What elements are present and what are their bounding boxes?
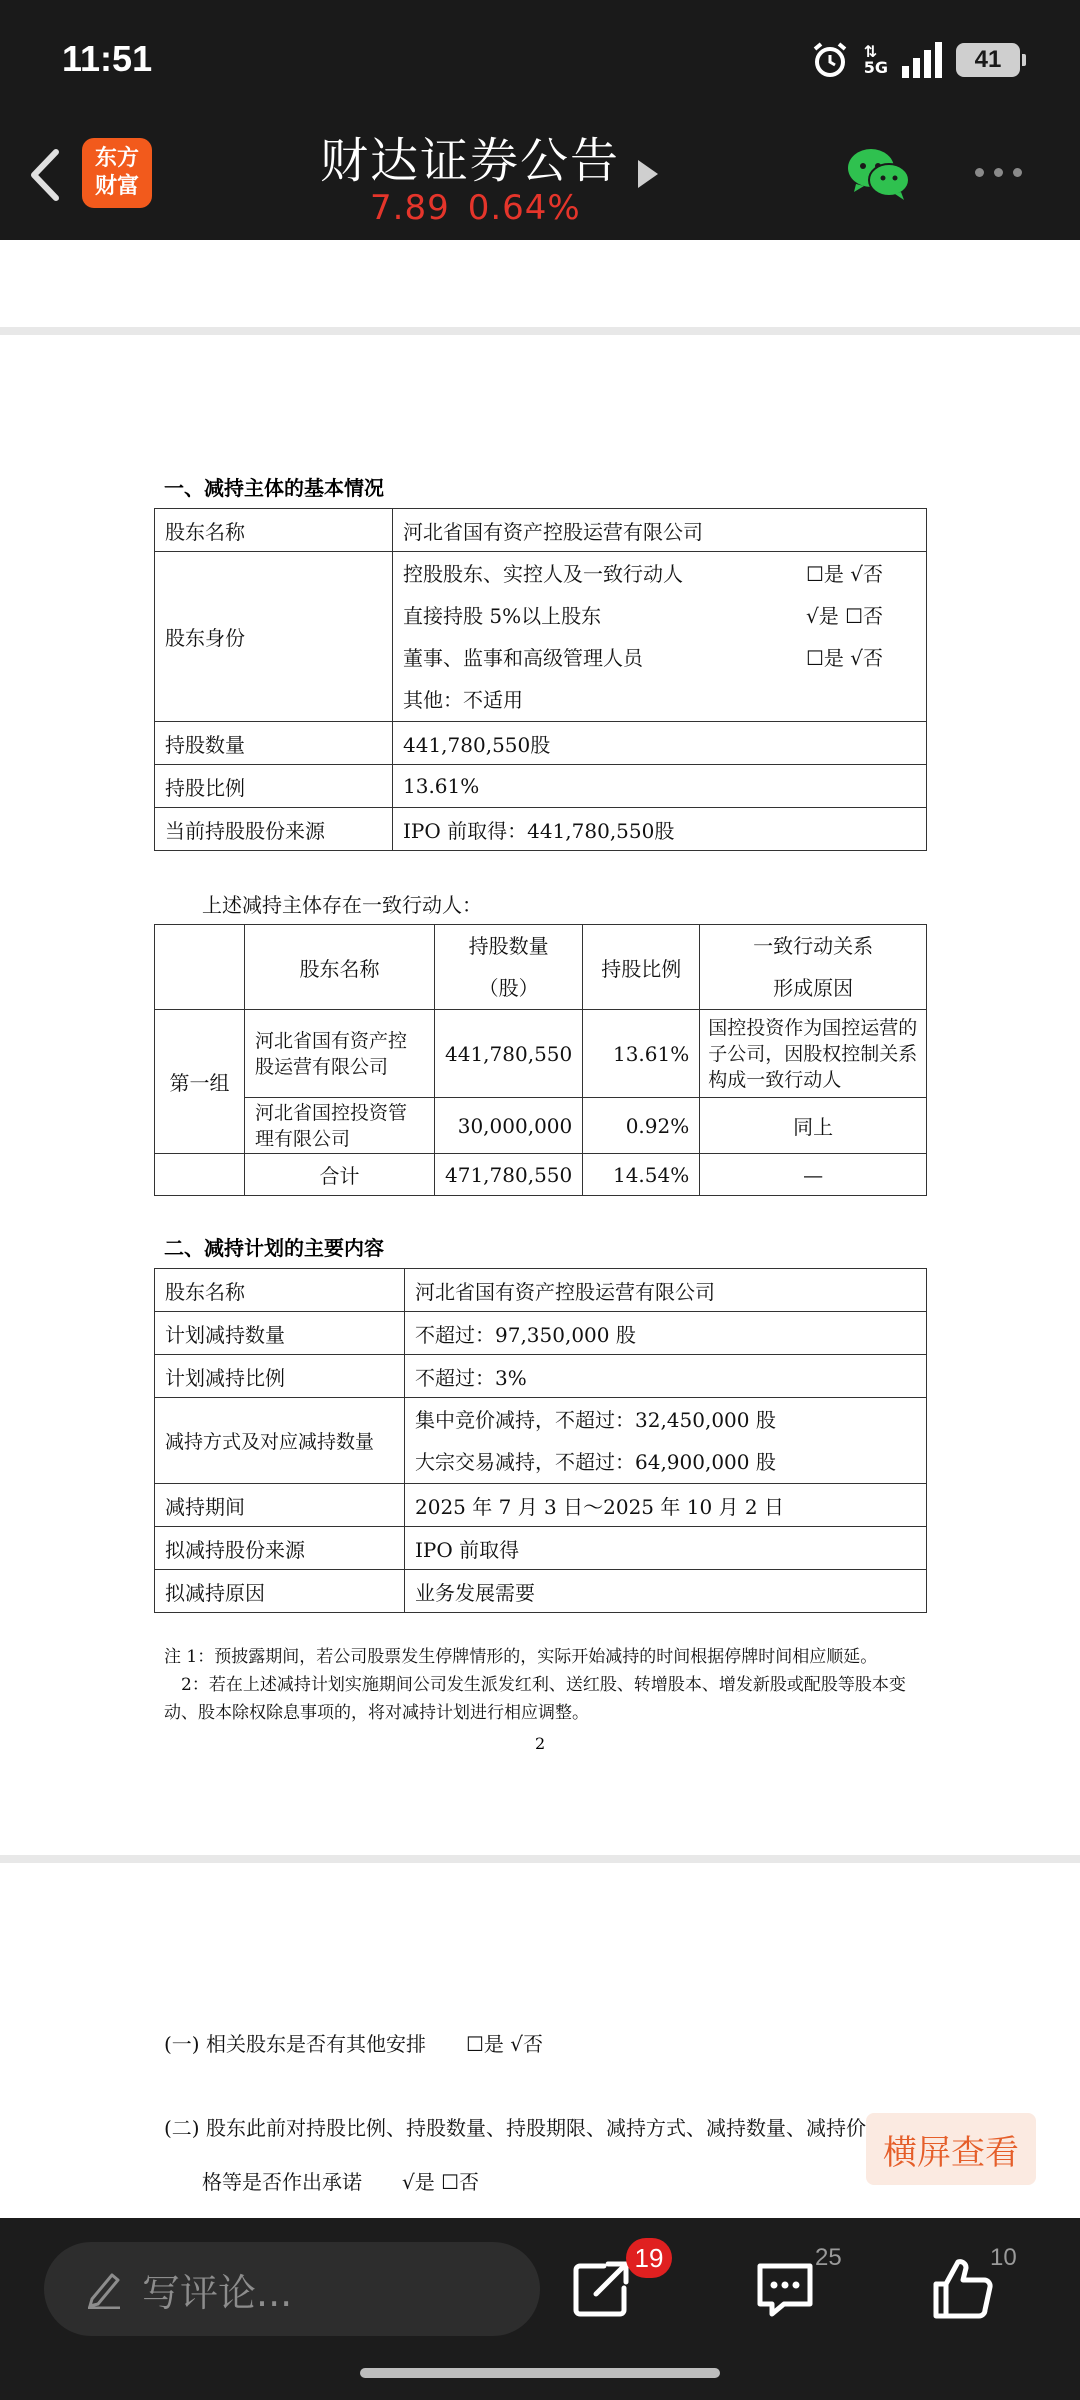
table-cell: 河北省国有资产控股运营有限公司 xyxy=(405,1269,927,1312)
identity-row: 其他：不适用 xyxy=(403,687,523,712)
shareholder-info-table xyxy=(154,508,927,851)
table-cell: 13.61% xyxy=(393,765,927,808)
table-cell: 河北省国控投资管理有限公司 xyxy=(245,1098,435,1154)
table-cell: 业务发展需要 xyxy=(405,1570,927,1613)
table-cell: 不超过：97,350,000 股 xyxy=(405,1312,927,1355)
comment-input[interactable]: 写评论... xyxy=(44,2242,540,2336)
footnote-1: 注 1：预披露期间，若公司股票发生停牌情形的，实际开始减持的时间根据停牌时间相应顺延。 xyxy=(164,1647,878,1667)
like-count: 10 xyxy=(990,2244,1017,2271)
group-cell: 第一组 xyxy=(155,1010,245,1154)
method-cell: 集中竞价减持，不超过：32,450,000 股 大宗交易减持，不超过：64,900,000 股 xyxy=(405,1398,927,1484)
table-header-cell: 持股比例 xyxy=(583,925,700,1010)
table-cell: 2025 年 7 月 3 日～2025 年 10 月 2 日 xyxy=(405,1484,927,1527)
table-cell: 拟减持股份来源 xyxy=(155,1527,405,1570)
table-cell: 14.54% xyxy=(583,1154,700,1196)
play-triangle-icon[interactable] xyxy=(638,160,658,188)
identity-row: 直接持股 5%以上股东 √是 ☐否 xyxy=(403,603,884,628)
more-icon[interactable] xyxy=(975,168,1022,177)
table-cell: 国控投资作为国控运营的子公司，因股权控制关系构成一致行动人 xyxy=(700,1010,927,1098)
footnote-2: 2：若在上述减持计划实施期间公司发生派发红利、送红股、转增股本、增发新股或配股等股本变动、股本除权除息事项的，将对减持计划进行相应调整。 xyxy=(164,1675,906,1723)
table-cell: — xyxy=(700,1154,927,1196)
share-count-badge: 19 xyxy=(626,2238,672,2278)
table-cell: 441,780,550 xyxy=(435,1010,583,1098)
status-time: 11:51 xyxy=(62,38,153,79)
table-cell xyxy=(155,1154,245,1196)
comment-icon[interactable] xyxy=(750,2254,820,2324)
table-cell: 计划减持比例 xyxy=(155,1355,405,1398)
table-cell: 计划减持数量 xyxy=(155,1312,405,1355)
section2-title: 二、减持计划的主要内容 xyxy=(164,1236,384,1260)
wechat-share-icon[interactable] xyxy=(846,146,910,202)
concert-intro: 上述减持主体存在一致行动人： xyxy=(202,893,482,917)
signal-icon xyxy=(902,42,942,78)
battery-icon: 41 xyxy=(956,43,1020,77)
arrangement-line: (一) 相关股东是否有其他安排 ☐是 √否 xyxy=(164,2032,543,2056)
commitment-line-cont: 格等是否作出承诺 √是 ☐否 xyxy=(202,2170,480,2194)
table-header-cell xyxy=(155,925,245,1010)
commitment-line: (二) 股东此前对持股比例、持股数量、持股期限、减持方式、减持数量、减持价 xyxy=(164,2116,866,2140)
page-separator xyxy=(0,327,1080,335)
identity-row: 控股股东、实控人及一致行动人 ☐是 √否 xyxy=(403,561,884,586)
table-cell: 减持期间 xyxy=(155,1484,405,1527)
table-cell: 不超过：3% xyxy=(405,1355,927,1398)
table-cell: 拟减持原因 xyxy=(155,1570,405,1613)
table-cell: 股东名称 xyxy=(155,509,393,552)
table-cell: 股东名称 xyxy=(155,1269,405,1312)
home-indicator[interactable] xyxy=(360,2368,720,2378)
table-cell: 13.61% xyxy=(583,1010,700,1098)
table-cell: 持股数量 xyxy=(155,722,393,765)
status-icons xyxy=(810,40,1020,80)
table-cell: 471,780,550 xyxy=(435,1154,583,1196)
section1-title: 一、减持主体的基本情况 xyxy=(164,476,384,500)
share-icon[interactable] xyxy=(566,2254,636,2324)
pencil-icon xyxy=(86,2269,122,2309)
page-title: 财达证券公告 xyxy=(320,133,621,189)
stock-price: 7.89 xyxy=(370,188,450,228)
identity-cell xyxy=(393,552,927,722)
table-cell: 合计 xyxy=(245,1154,435,1196)
table-cell: 持股比例 xyxy=(155,765,393,808)
table-cell: 河北省国有资产控股运营有限公司 xyxy=(393,509,927,552)
identity-row: 董事、监事和高级管理人员 ☐是 √否 xyxy=(403,645,884,670)
table-cell: 441,780,550股 xyxy=(393,722,927,765)
stock-change: 0.64% xyxy=(467,188,581,228)
table-header-cell: 持股数量 （股） xyxy=(435,925,583,1010)
table-header-cell: 一致行动关系 形成原因 xyxy=(700,925,927,1010)
like-icon[interactable] xyxy=(928,2254,998,2324)
app-logo[interactable]: 东方 财富 xyxy=(82,138,152,208)
table-cell: IPO 前取得 xyxy=(405,1527,927,1570)
page-number: 2 xyxy=(535,1734,546,1753)
reduction-plan-table xyxy=(154,1268,927,1613)
table-cell: 当前持股股份来源 xyxy=(155,808,393,851)
landscape-view-button[interactable]: 横屏查看 xyxy=(866,2113,1036,2185)
network-indicator: ⇅ 5G xyxy=(863,42,888,77)
table-header-cell: 股东名称 xyxy=(245,925,435,1010)
comment-count: 25 xyxy=(815,2244,842,2271)
stock-quote xyxy=(370,188,599,228)
table-cell: IPO 前取得：441,780,550股 xyxy=(393,808,927,851)
top-bar xyxy=(0,0,1080,240)
table-cell: 0.92% xyxy=(583,1098,700,1154)
concert-party-table xyxy=(154,924,927,1196)
alarm-icon xyxy=(810,40,850,80)
table-cell: 同上 xyxy=(700,1098,927,1154)
back-icon[interactable] xyxy=(18,140,74,210)
page-separator xyxy=(0,1855,1080,1863)
table-cell: 河北省国有资产控股运营有限公司 xyxy=(245,1010,435,1098)
table-cell: 股东身份 xyxy=(155,552,393,722)
table-cell: 减持方式及对应减持数量 xyxy=(155,1398,405,1484)
table-cell: 30,000,000 xyxy=(435,1098,583,1154)
